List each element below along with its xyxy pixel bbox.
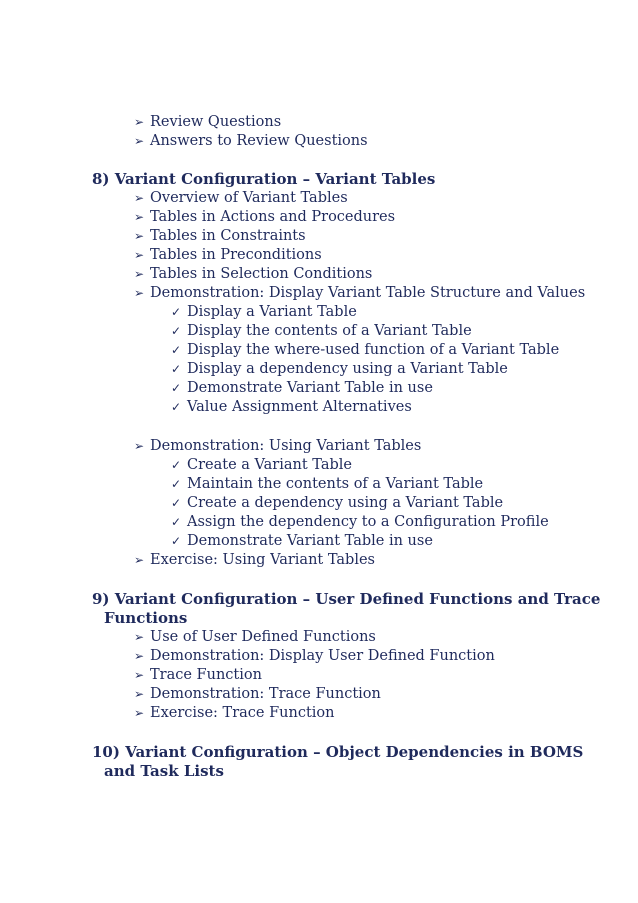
- sub-list-item: ✓ Display the where-used function of a Variant Table: [171, 342, 560, 358]
- check-bullet-icon: ✓: [171, 400, 182, 414]
- arrow-bullet-icon: ➢: [134, 191, 145, 205]
- sub-list-item: ✓ Create a Variant Table: [171, 457, 352, 473]
- arrow-bullet-icon: ➢: [134, 439, 145, 453]
- section-heading: 9) Variant Configuration – User Defined Functions and Trace: [92, 590, 601, 608]
- arrow-bullet-icon: ➢: [134, 649, 145, 663]
- section-heading: 8) Variant Configuration – Variant Tables: [92, 170, 436, 188]
- sub-list-item: ✓ Demonstrate Variant Table in use: [171, 533, 433, 549]
- sub-list-item: ✓ Create a dependency using a Variant Table: [171, 495, 504, 511]
- arrow-bullet-icon: ➢: [134, 229, 145, 243]
- arrow-bullet-icon: ➢: [134, 668, 145, 682]
- sub-list-item: ✓ Display a dependency using a Variant Table: [171, 361, 508, 377]
- list-item: ➢ Exercise: Trace Function: [134, 705, 335, 721]
- check-bullet-icon: ✓: [171, 458, 182, 472]
- arrow-bullet-icon: ➢: [134, 553, 145, 567]
- arrow-bullet-icon: ➢: [134, 286, 145, 300]
- list-item: ➢ Tables in Preconditions: [134, 247, 322, 263]
- check-bullet-icon: ✓: [171, 534, 182, 548]
- arrow-bullet-icon: ➢: [134, 267, 145, 281]
- check-bullet-icon: ✓: [171, 515, 182, 529]
- list-item: ➢ Demonstration: Using Variant Tables: [134, 438, 422, 454]
- arrow-bullet-icon: ➢: [134, 248, 145, 262]
- list-item: ➢ Tables in Selection Conditions: [134, 266, 373, 282]
- check-bullet-icon: ✓: [171, 477, 182, 491]
- list-item: ➢ Trace Function: [134, 667, 262, 683]
- check-bullet-icon: ✓: [171, 305, 182, 319]
- arrow-bullet-icon: ➢: [134, 687, 145, 701]
- list-item: ➢ Answers to Review Questions: [134, 133, 368, 149]
- check-bullet-icon: ✓: [171, 324, 182, 338]
- list-item: ➢ Exercise: Using Variant Tables: [134, 552, 375, 568]
- list-item: ➢ Use of User Defined Functions: [134, 629, 376, 645]
- list-item: ➢ Review Questions: [134, 114, 282, 130]
- sub-list-item: ✓ Maintain the contents of a Variant Table: [171, 476, 484, 492]
- arrow-bullet-icon: ➢: [134, 115, 145, 129]
- arrow-bullet-icon: ➢: [134, 630, 145, 644]
- list-item: ➢ Tables in Actions and Procedures: [134, 209, 396, 225]
- arrow-bullet-icon: ➢: [134, 134, 145, 148]
- list-item: ➢ Overview of Variant Tables: [134, 190, 348, 206]
- check-bullet-icon: ✓: [171, 343, 182, 357]
- list-item: ➢ Demonstration: Display User Defined Function: [134, 648, 495, 664]
- list-item: ➢ Demonstration: Display Variant Table Structure and Values: [134, 285, 586, 301]
- arrow-bullet-icon: ➢: [134, 210, 145, 224]
- arrow-bullet-icon: ➢: [134, 706, 145, 720]
- section-heading: 10) Variant Configuration – Object Dependencies in BOMS: [92, 743, 584, 761]
- sub-list-item: ✓ Demonstrate Variant Table in use: [171, 380, 433, 396]
- list-item: ➢ Demonstration: Trace Function: [134, 686, 381, 702]
- list-item: ➢ Tables in Constraints: [134, 228, 306, 244]
- sub-list-item: ✓ Display a Variant Table: [171, 304, 357, 320]
- section-heading-continued: and Task Lists: [104, 762, 224, 780]
- check-bullet-icon: ✓: [171, 381, 182, 395]
- check-bullet-icon: ✓: [171, 496, 182, 510]
- sub-list-item: ✓ Value Assignment Alternatives: [171, 399, 412, 415]
- sub-list-item: ✓ Display the contents of a Variant Table: [171, 323, 472, 339]
- section-heading-continued: Functions: [104, 609, 188, 627]
- check-bullet-icon: ✓: [171, 362, 182, 376]
- sub-list-item: ✓ Assign the dependency to a Configuration Profile: [171, 514, 549, 530]
